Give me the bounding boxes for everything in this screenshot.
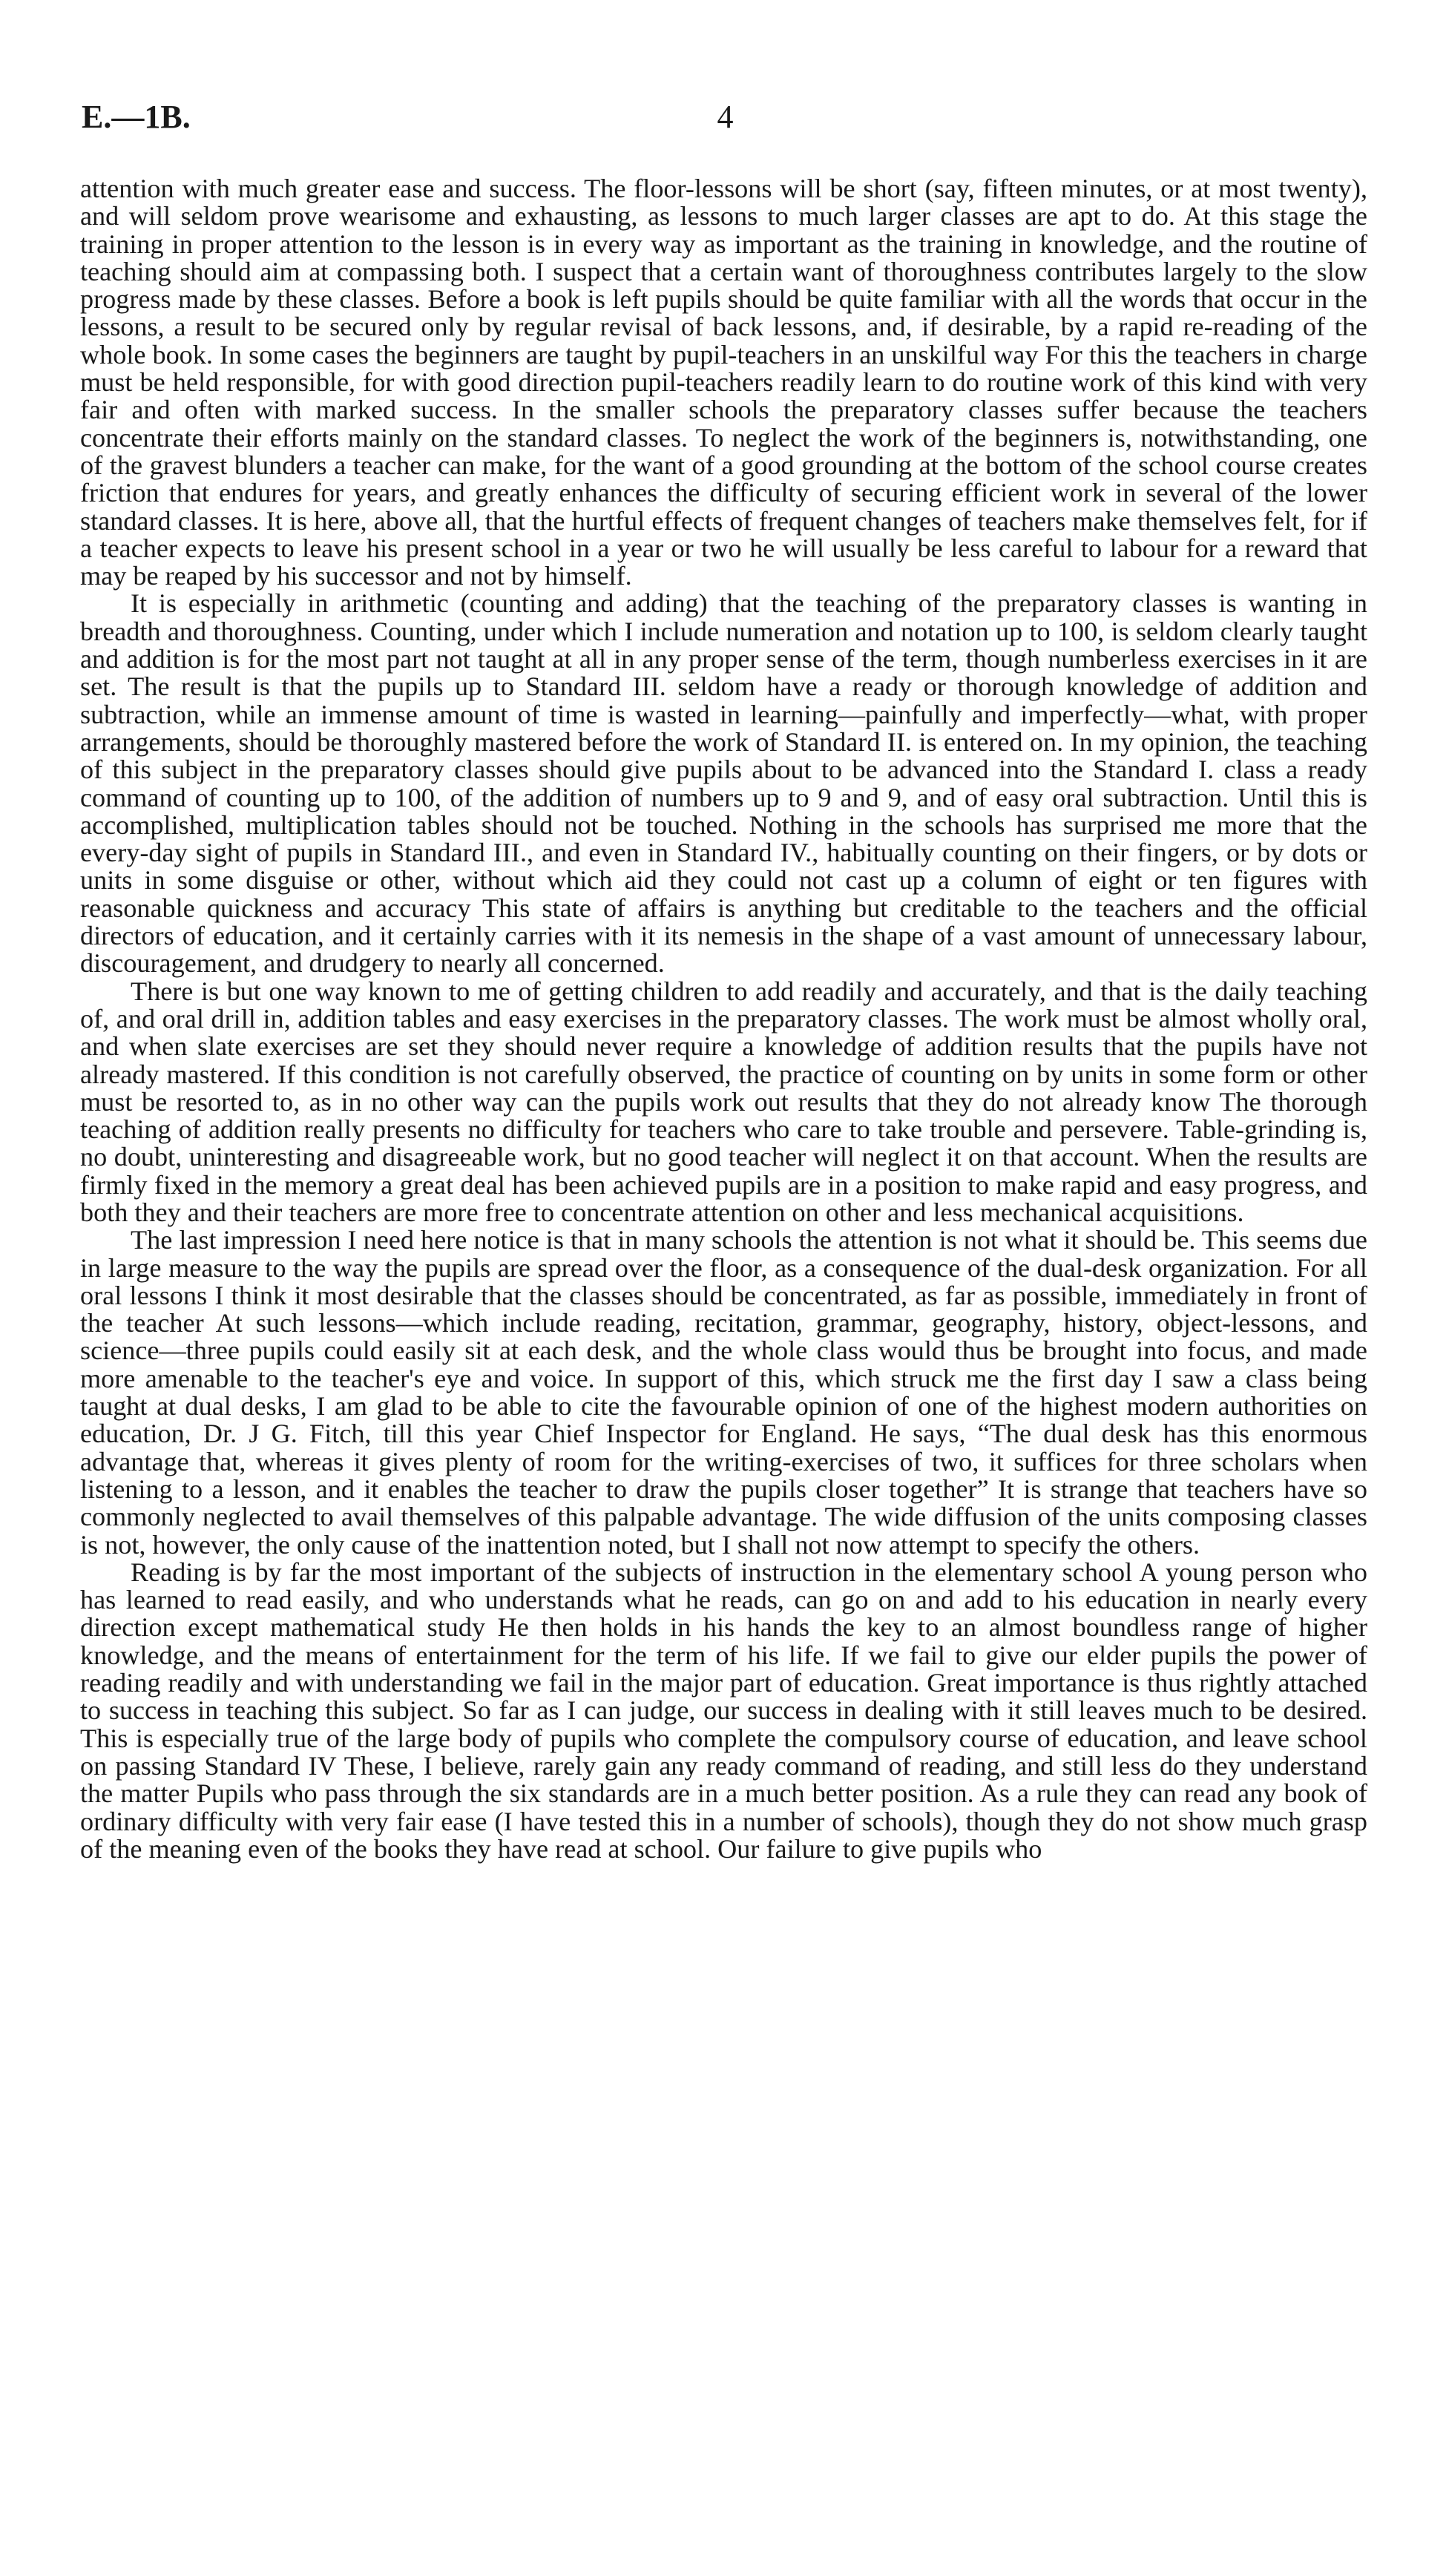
paragraph-reading: Reading is by far the most important of the subjects of instruction in the elementary school A young person who has learned to read easily, and who understands what he reads, can go on and add to his education in nearly every direction except mathematical study He then holds in his hands the key to an almost boundless range of higher knowledge, and the means of entertainment for the term of his life. If we fail to give our elder pupils the power of reading readily and with understanding we fail in the major part of education. Great importance is thus rightly attached to success in teaching this subject. So far as I can judge, our success in dealing with it still leaves much to be desired. This is especially true of the large body of pupils who complete the compulsory course of education, and leave school on passing Standard IV These, I believe, rarely gain any ready command of reading, and still less do they understand the matter Pupils who pass through the six standards are in a much better position. As a rule they can read any book of ordinary difficulty with very fair ease (I have tested this in a number of schools), though they do not show much grasp of the meaning even of the books they have read at school. Our failure to give pupils who bbox=[80, 1557, 1367, 1864]
report-body bbox=[80, 175, 1367, 1863]
paragraph-preparatory-classes: attention with much greater ease and success. The floor-lessons will be short (say, fifteen minutes, or at most twenty), and will seldom prove wearisome and exhausting, as lessons to much larger classes are apt to do. At this stage the training in proper attention to the lesson is in every way as important as the training in knowledge, and the routine of teaching should aim at compassing both. I suspect that a certain want of thoroughness contributes largely to the slow progress made by these classes. Before a book is left pupils should be quite familiar with all the words that occur in the lessons, a result to be secured only by regular revisal of back lessons, and, if desirable, by a rapid re-reading of the whole book. In some cases the beginners are taught by pupil-teachers in an unskilful way For this the teachers in charge must be held responsible, for with good direction pupil-teachers readily learn to do routine work of this kind with very fair and often with marked success. In the smaller schools the preparatory classes suffer because the teachers concentrate their efforts mainly on the standard classes. To neglect the work of the beginners is, notwithstanding, one of the gravest blunders a teacher can make, for the want of a good grounding at the bottom of the school course creates friction that endures for years, and greatly enhances the difficulty of securing efficient work in several of the lower standard classes. It is here, above all, that the hurtful effects of frequent changes of teachers make themselves felt, for if a teacher expects to leave his present school in a year or two he will usually be less careful to labour for a reward that may be reaped by his successor and not by himself. bbox=[80, 174, 1367, 591]
paragraph-arithmetic: It is especially in arithmetic (counting and adding) that the teaching of the preparatory classes is wanting in breadth and thoroughness. Counting, under which I include numeration and notation up to 100, is seldom clearly taught and addition is for the most part not taught at all in any proper sense of the term, though numberless exercises in it are set. The result is that the pupils up to Standard III. seldom have a ready or thorough knowledge of addition and subtraction, while an immense amount of time is wasted in learning—painfully and imperfectly—what, with proper arrangements, should be thoroughly mastered before the work of Standard II. is entered on. In my opinion, the teaching of this subject in the preparatory classes should give pupils about to be advanced into the Standard I. class a ready command of counting up to 100, of the addition of numbers up to 9 and 9, and of easy oral subtraction. Until this is accomplished, multiplication tables should not be touched. Nothing in the schools has surprised me more that the every-day sight of pupils in Standard III., and even in Standard IV., habitually counting on their fingers, or by dots or units in some disguise or other, without which aid they could not cast up a column of eight or ten figures with reasonable quickness and accuracy This state of affairs is anything but creditable to the teachers and the official directors of education, and it certainly carries with it its nemesis in the shape of a vast amount of unnecessary labour, discouragement, and drudgery to nearly all concerned. bbox=[80, 588, 1367, 979]
page-header bbox=[82, 95, 1373, 139]
paragraph-addition-tables: There is but one way known to me of getting children to add readily and accurately, and that is the daily teaching of, and oral drill in, addition tables and easy exercises in the preparatory classes. The work must be almost wholly oral, and when slate exercises are set they should never require a knowledge of addition results that the pupils have not already mastered. If this condition is not carefully observed, the practice of counting on by units in some form or other must be resorted to, as in no other way can the pupils work out results that they do not already know The thorough teaching of addition really presents no difficulty for teachers who care to take trouble and persevere. Table-grinding is, no doubt, uninteresting and disagreeable work, but no good teacher will neglect it on that account. When the results are firmly fixed in the memory a great deal has been achieved pupils are in a position to make rapid and easy progress, and both they and their teachers are more free to concentrate attention on other and less mechanical acquisitions. bbox=[80, 976, 1367, 1227]
document-reference: E.—1B. bbox=[82, 99, 191, 135]
page-number: 4 bbox=[717, 99, 734, 135]
paragraph-attention-dual-desks: The last impression I need here notice is that in many schools the attention is not what it should be. This seems due in large measure to the way the pupils are spread over the floor, as a consequence of the dual-desk organization. For all oral lessons I think it most desirable that the classes should be concentrated, as far as possible, immediately in front of the teacher At such lessons—which include reading, recitation, grammar, geography, history, object-lessons, and science—three pupils could easily sit at each desk, and the whole class would thus be brought into focus, and made more amenable to the teacher's eye and voice. In support of this, which struck me the first day I saw a class being taught at dual desks, I am glad to be able to cite the favourable opinion of one of the highest modern authorities on education, Dr. J G. Fitch, till this year Chief Inspector for England. He says, “The dual desk has this enormous advantage that, whereas it gives plenty of room for the writing-exercises of two, it suffices for three scholars when listening to a lesson, and it enables the teacher to draw the pupils closer together” It is strange that teachers have so commonly neglected to avail themselves of this palpable advantage. The wide diffusion of the units composing classes is not, however, the only cause of the inattention noted, but I shall not now attempt to specify the others. bbox=[80, 1225, 1367, 1560]
